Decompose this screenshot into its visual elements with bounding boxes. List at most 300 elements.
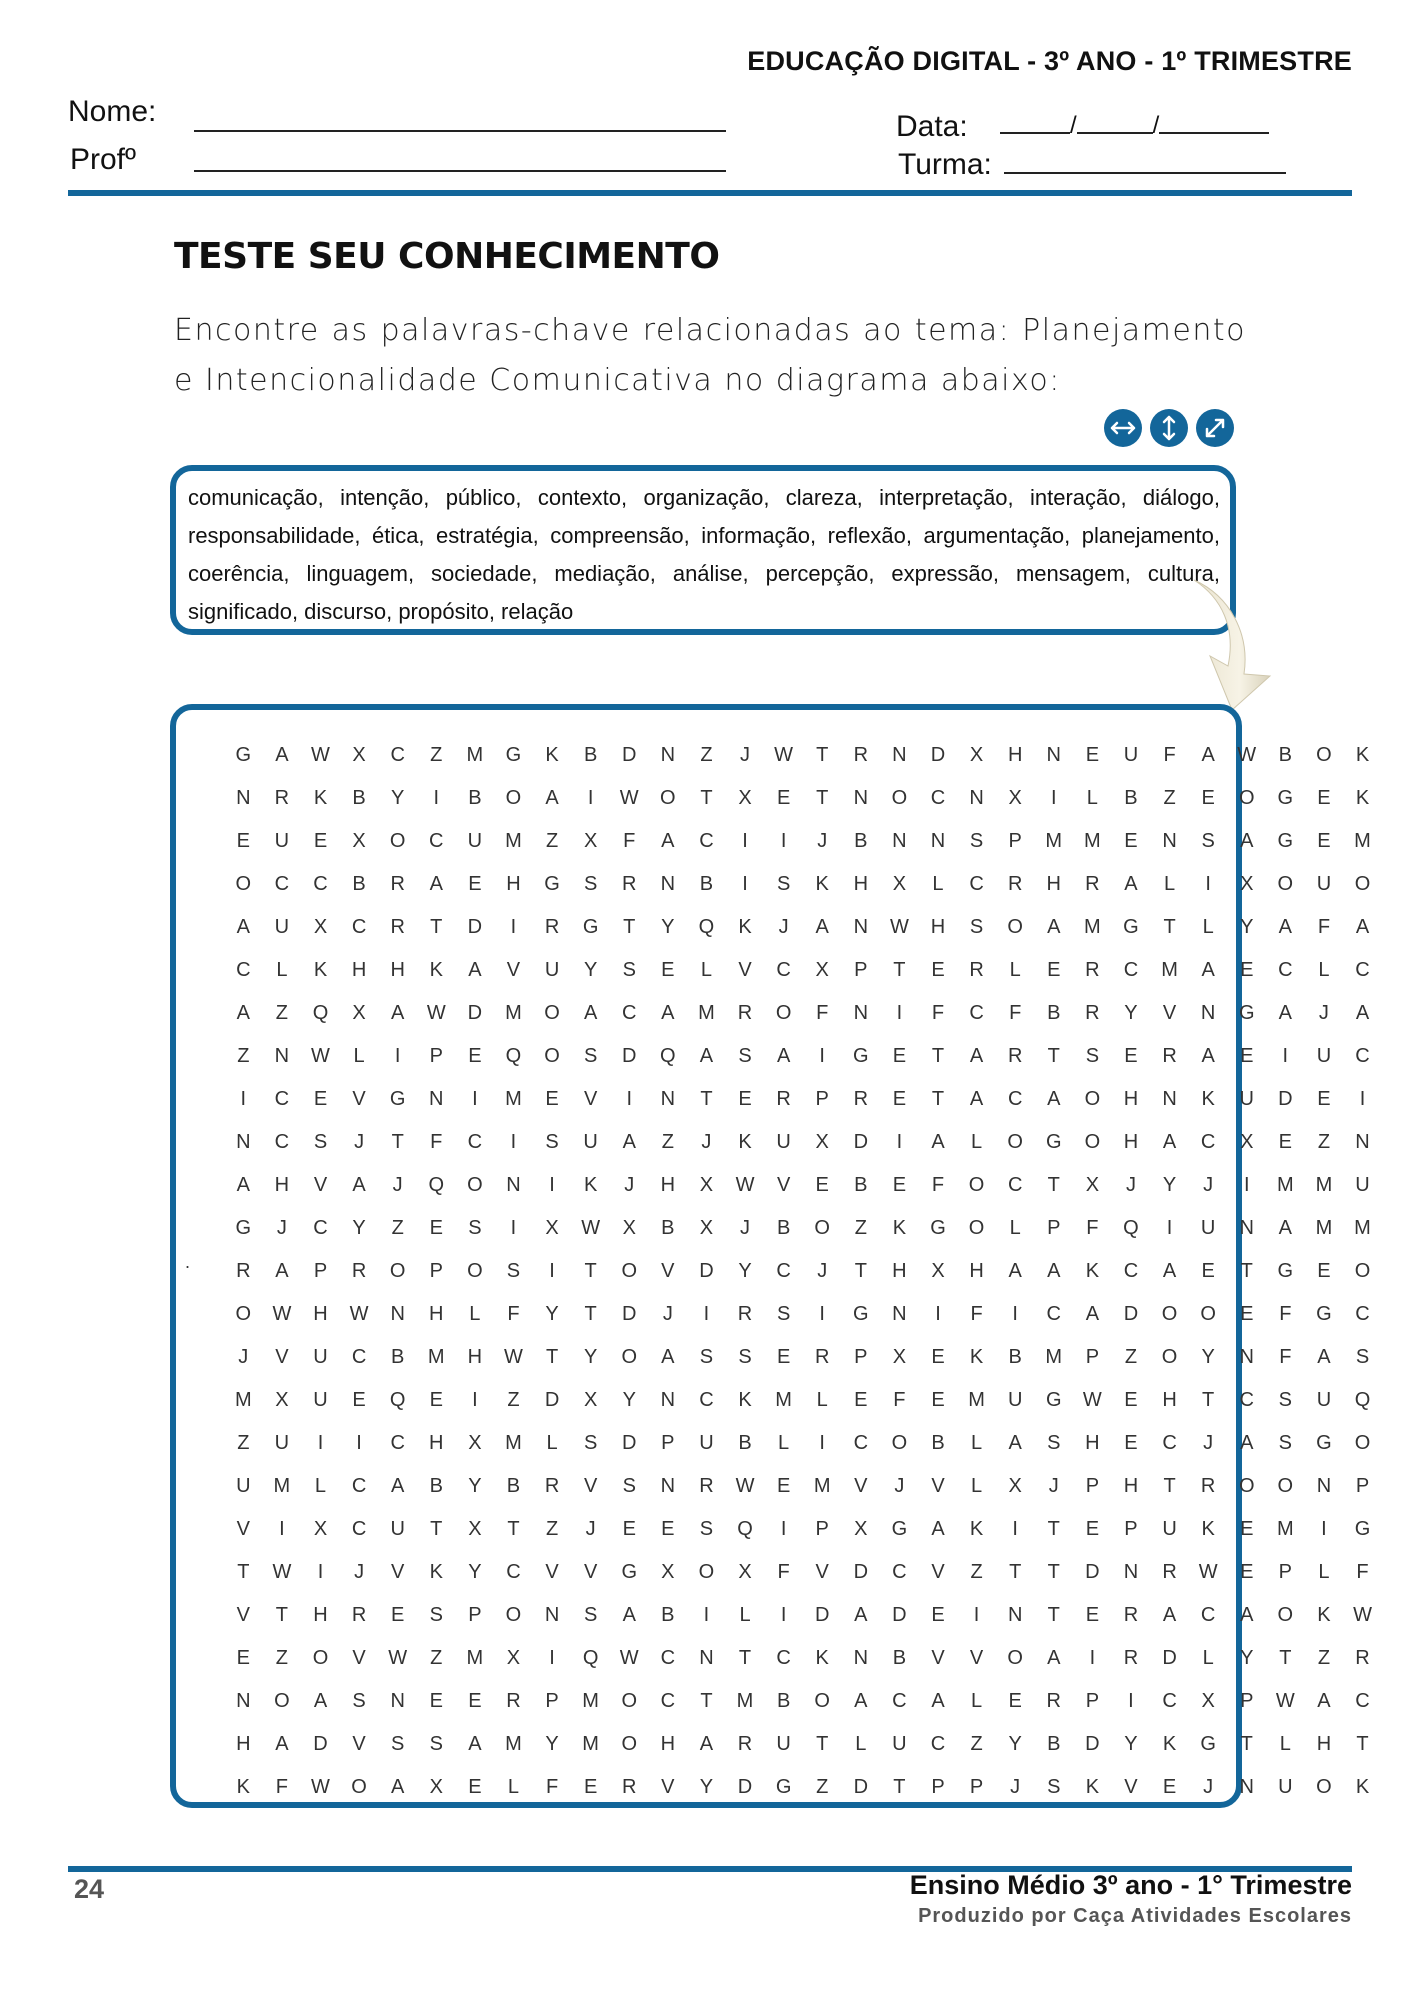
grid-cell[interactable]: A [1085, 1303, 1100, 1325]
grid-cell[interactable]: O [1200, 1303, 1216, 1325]
grid-cell[interactable]: C [776, 1260, 791, 1282]
grid-cell[interactable]: K [892, 1217, 907, 1239]
grid-cell[interactable]: T [430, 916, 443, 938]
grid-cell[interactable]: N [1007, 1604, 1023, 1626]
grid-cell[interactable]: S [1201, 830, 1215, 852]
grid-cell[interactable]: W [1082, 1389, 1102, 1411]
grid-cell[interactable]: A [1317, 1690, 1331, 1712]
grid-cell[interactable]: T [1009, 1561, 1022, 1583]
grid-cell[interactable]: A [969, 1088, 984, 1110]
grid-cell[interactable]: T [1240, 1260, 1253, 1282]
grid-cell[interactable]: V [931, 1561, 945, 1583]
grid-cell[interactable]: L [1086, 787, 1098, 809]
grid-cell[interactable]: Z [237, 1432, 250, 1454]
grid-cell[interactable]: H [660, 1733, 676, 1755]
grid-cell[interactable]: N [660, 1475, 676, 1497]
grid-cell[interactable]: E [1047, 959, 1061, 981]
grid-cell[interactable]: V [1162, 1002, 1177, 1024]
grid-cell[interactable]: M [505, 1088, 522, 1110]
grid-cell[interactable]: J [354, 1561, 365, 1583]
grid-cell[interactable]: U [274, 1432, 290, 1454]
grid-cell[interactable]: C [1355, 1690, 1370, 1712]
grid-cell[interactable]: R [776, 1088, 791, 1110]
grid-cell[interactable]: R [1355, 1647, 1370, 1669]
grid-cell[interactable]: I [510, 916, 517, 938]
grid-cell[interactable]: U [1316, 873, 1332, 895]
grid-cell[interactable]: E [1124, 1389, 1138, 1411]
grid-cell[interactable]: O [1354, 1260, 1371, 1282]
grid-cell[interactable]: Q [582, 1647, 599, 1669]
grid-cell[interactable]: X [468, 1518, 482, 1540]
grid-cell[interactable]: B [391, 1346, 405, 1368]
grid-cell[interactable]: E [1240, 959, 1254, 981]
grid-cell[interactable]: D [313, 1733, 328, 1755]
grid-cell[interactable]: O [1007, 1647, 1023, 1669]
grid-cell[interactable]: E [1278, 1131, 1292, 1153]
grid-cell[interactable]: A [236, 1174, 250, 1196]
grid-cell[interactable]: N [660, 1088, 676, 1110]
grid-cell[interactable]: D [737, 1776, 753, 1798]
grid-cell[interactable]: Y [661, 916, 675, 938]
grid-cell[interactable]: C [1162, 1432, 1177, 1454]
grid-cell[interactable]: F [430, 1131, 443, 1153]
grid-cell[interactable]: L [971, 1475, 983, 1497]
grid-cell[interactable]: P [468, 1604, 482, 1626]
grid-cell[interactable]: C [969, 873, 984, 895]
grid-cell[interactable]: T [1202, 1389, 1215, 1411]
grid-cell[interactable]: D [544, 1389, 560, 1411]
grid-cell[interactable]: F [816, 1002, 829, 1024]
grid-cell[interactable]: I [819, 1432, 825, 1454]
grid-cell[interactable]: L [507, 1776, 520, 1798]
grid-cell[interactable]: C [660, 1690, 676, 1712]
grid-cell[interactable]: B [892, 1647, 907, 1669]
grid-cell[interactable]: A [699, 1045, 714, 1067]
grid-cell[interactable]: K [1201, 1518, 1215, 1540]
grid-cell[interactable]: T [623, 916, 636, 938]
grid-cell[interactable]: Y [1008, 1733, 1022, 1755]
grid-cell[interactable]: H [853, 873, 869, 895]
grid-cell[interactable]: E [391, 1604, 405, 1626]
grid-cell[interactable]: S [1085, 1045, 1100, 1067]
grid-cell[interactable]: T [700, 1690, 713, 1712]
grid-cell[interactable]: C [274, 1131, 290, 1153]
grid-cell[interactable]: H [467, 1346, 483, 1368]
grid-cell[interactable]: R [814, 1346, 830, 1368]
grid-cell[interactable]: P [1085, 1475, 1100, 1497]
grid-cell[interactable]: C [969, 1002, 984, 1024]
grid-cell[interactable]: I [472, 1389, 478, 1411]
grid-cell[interactable]: A [661, 1002, 675, 1024]
grid-cell[interactable]: U [892, 1733, 907, 1755]
grid-cell[interactable]: I [1012, 1518, 1018, 1540]
grid-cell[interactable]: L [1202, 1647, 1214, 1669]
grid-cell[interactable]: X [352, 830, 366, 852]
grid-cell[interactable]: C [699, 1389, 714, 1411]
grid-cell[interactable]: M [505, 1432, 522, 1454]
grid-cell[interactable]: N [236, 1690, 251, 1712]
grid-cell[interactable]: W [1353, 1604, 1372, 1626]
grid-cell[interactable]: E [1124, 830, 1138, 852]
grid-cell[interactable]: S [352, 1690, 366, 1712]
grid-cell[interactable]: K [1317, 1604, 1331, 1626]
grid-cell[interactable]: F [893, 1389, 906, 1411]
grid-cell[interactable]: O [312, 1647, 329, 1669]
grid-cell[interactable]: S [776, 873, 791, 895]
grid-cell[interactable]: O [467, 1174, 483, 1196]
grid-cell[interactable]: F [777, 1561, 790, 1583]
grid-cell[interactable]: M [1354, 1217, 1371, 1239]
grid-cell[interactable]: W [272, 1561, 292, 1583]
grid-cell[interactable]: A [545, 787, 559, 809]
grid-cell[interactable]: K [1201, 1088, 1215, 1110]
grid-cell[interactable]: P [815, 1088, 829, 1110]
grid-cell[interactable]: H [274, 1174, 290, 1196]
grid-cell[interactable]: B [931, 1432, 945, 1454]
grid-cell[interactable]: I [510, 1131, 517, 1153]
grid-cell[interactable]: V [583, 1475, 598, 1497]
grid-cell[interactable]: E [1317, 787, 1331, 809]
grid-cell[interactable]: I [703, 1303, 710, 1325]
grid-cell[interactable]: W [426, 1002, 446, 1024]
grid-cell[interactable]: D [699, 1260, 714, 1282]
grid-cell[interactable]: A [391, 1002, 405, 1024]
grid-cell[interactable]: X [815, 959, 829, 981]
grid-cell[interactable]: N [699, 1647, 714, 1669]
grid-cell[interactable]: L [971, 1690, 983, 1712]
grid-cell[interactable]: R [506, 1690, 521, 1712]
grid-cell[interactable]: L [469, 1303, 481, 1325]
grid-cell[interactable]: T [1163, 1475, 1176, 1497]
grid-cell[interactable]: S [429, 1733, 443, 1755]
grid-cell[interactable]: R [737, 1733, 753, 1755]
grid-cell[interactable]: E [854, 1389, 868, 1411]
grid-cell[interactable]: C [274, 873, 290, 895]
grid-cell[interactable]: T [1047, 1604, 1060, 1626]
grid-cell[interactable]: P [429, 1260, 443, 1282]
grid-cell[interactable]: N [1355, 1131, 1370, 1153]
grid-cell[interactable]: U [544, 959, 560, 981]
grid-cell[interactable]: V [815, 1561, 829, 1583]
grid-cell[interactable]: D [1085, 1561, 1100, 1583]
grid-cell[interactable]: O [1161, 1346, 1178, 1368]
grid-cell[interactable]: V [1124, 1776, 1138, 1798]
grid-cell[interactable]: Z [545, 1518, 559, 1540]
grid-cell[interactable]: A [1047, 1260, 1061, 1282]
grid-cell[interactable]: K [1162, 1733, 1177, 1755]
grid-cell[interactable]: A [1047, 1647, 1061, 1669]
grid-cell[interactable]: C [351, 1346, 367, 1368]
grid-cell[interactable]: E [1085, 1518, 1100, 1540]
grid-cell[interactable]: C [930, 1733, 946, 1755]
grid-cell[interactable]: R [1085, 873, 1100, 895]
grid-cell[interactable]: Q [737, 1518, 753, 1540]
grid-cell[interactable]: Z [854, 1217, 867, 1239]
grid-cell[interactable]: M [234, 1389, 252, 1411]
grid-cell[interactable]: J [392, 1174, 403, 1196]
grid-cell[interactable]: C [429, 830, 444, 852]
grid-cell[interactable]: D [467, 1002, 483, 1024]
grid-cell[interactable]: B [1008, 1346, 1022, 1368]
grid-cell[interactable]: O [1161, 1303, 1178, 1325]
grid-cell[interactable]: I [1282, 1045, 1289, 1067]
grid-cell[interactable]: M [1315, 1217, 1333, 1239]
grid-cell[interactable]: Y [391, 787, 405, 809]
grid-cell[interactable]: Z [1124, 1346, 1138, 1368]
grid-cell[interactable]: D [467, 916, 483, 938]
grid-cell[interactable]: B [1047, 1733, 1061, 1755]
grid-cell[interactable]: C [1355, 1303, 1370, 1325]
grid-cell[interactable]: X [1240, 873, 1254, 895]
grid-cell[interactable]: G [621, 1561, 638, 1583]
grid-cell[interactable]: T [893, 1776, 906, 1798]
grid-cell[interactable]: Y [738, 1260, 752, 1282]
grid-cell[interactable]: K [429, 1561, 443, 1583]
class-field-line[interactable] [1004, 172, 1286, 174]
grid-cell[interactable]: Z [1317, 1131, 1331, 1153]
grid-cell[interactable]: A [1240, 1604, 1254, 1626]
grid-cell[interactable]: O [505, 1604, 522, 1626]
grid-cell[interactable]: U [583, 1131, 598, 1153]
grid-cell[interactable]: U [1007, 1389, 1023, 1411]
grid-cell[interactable]: R [853, 744, 869, 766]
grid-cell[interactable]: S [969, 916, 984, 938]
grid-cell[interactable]: R [1007, 873, 1023, 895]
grid-cell[interactable]: O [544, 1045, 560, 1067]
grid-cell[interactable]: A [313, 1690, 328, 1712]
grid-cell[interactable]: I [819, 1303, 825, 1325]
grid-cell[interactable]: D [1085, 1733, 1100, 1755]
grid-cell[interactable]: O [1354, 1432, 1371, 1454]
grid-cell[interactable]: X [931, 1260, 945, 1282]
grid-cell[interactable]: M [273, 1475, 291, 1497]
grid-cell[interactable]: N [853, 1647, 869, 1669]
grid-cell[interactable]: M [813, 1475, 831, 1497]
grid-cell[interactable]: J [1203, 1776, 1214, 1798]
grid-cell[interactable]: L [1318, 1561, 1330, 1583]
grid-cell[interactable]: Y [468, 1561, 482, 1583]
grid-cell[interactable]: O [621, 1260, 638, 1282]
grid-cell[interactable]: E [815, 1174, 829, 1196]
grid-cell[interactable]: S [1047, 1776, 1061, 1798]
grid-cell[interactable]: P [1124, 1518, 1138, 1540]
grid-cell[interactable]: N [1239, 1346, 1254, 1368]
grid-cell[interactable]: C [1123, 959, 1139, 981]
grid-cell[interactable]: K [1355, 1776, 1370, 1798]
grid-cell[interactable]: L [314, 1475, 327, 1497]
grid-cell[interactable]: J [624, 1174, 635, 1196]
grid-cell[interactable]: H [1123, 1131, 1139, 1153]
grid-cell[interactable]: Y [1124, 1002, 1138, 1024]
grid-cell[interactable]: V [931, 1475, 945, 1497]
grid-cell[interactable]: T [1356, 1733, 1369, 1755]
grid-cell[interactable]: X [738, 787, 752, 809]
grid-cell[interactable]: I [1205, 873, 1211, 895]
grid-cell[interactable]: R [1085, 959, 1100, 981]
grid-cell[interactable]: E [1085, 1604, 1100, 1626]
grid-cell[interactable]: J [1125, 1174, 1136, 1196]
grid-cell[interactable]: G [853, 1303, 869, 1325]
grid-cell[interactable]: B [352, 787, 366, 809]
grid-cell[interactable]: Z [661, 1131, 674, 1153]
grid-cell[interactable]: Q [389, 1389, 406, 1411]
grid-cell[interactable]: E [1317, 830, 1331, 852]
grid-cell[interactable]: L [1279, 1733, 1291, 1755]
grid-cell[interactable]: X [699, 1217, 714, 1239]
grid-cell[interactable]: X [313, 916, 328, 938]
grid-cell[interactable]: K [815, 873, 829, 895]
grid-cell[interactable]: E [1240, 1303, 1254, 1325]
grid-cell[interactable]: N [930, 830, 946, 852]
grid-cell[interactable]: I [1089, 1647, 1096, 1669]
grid-cell[interactable]: T [1047, 1518, 1060, 1540]
grid-cell[interactable]: M [775, 1389, 792, 1411]
grid-cell[interactable]: X [1008, 1475, 1022, 1497]
grid-cell[interactable]: Y [699, 1776, 714, 1798]
grid-cell[interactable]: S [583, 873, 598, 895]
grid-cell[interactable]: N [892, 744, 907, 766]
grid-cell[interactable]: E [1317, 1260, 1331, 1282]
grid-cell[interactable]: L [546, 1432, 558, 1454]
grid-cell[interactable]: A [1201, 744, 1215, 766]
grid-cell[interactable]: E [545, 1088, 559, 1110]
grid-cell[interactable]: G [389, 1088, 406, 1110]
grid-cell[interactable]: V [738, 959, 752, 981]
grid-cell[interactable]: C [1200, 1604, 1216, 1626]
grid-cell[interactable]: O [891, 1432, 908, 1454]
grid-cell[interactable]: J [740, 1217, 751, 1239]
grid-cell[interactable]: J [238, 1346, 249, 1368]
grid-cell[interactable]: T [700, 1088, 713, 1110]
grid-cell[interactable]: N [1239, 1776, 1254, 1798]
grid-cell[interactable]: R [622, 1776, 637, 1798]
grid-cell[interactable]: X [468, 1432, 482, 1454]
grid-cell[interactable]: L [1202, 916, 1214, 938]
grid-cell[interactable]: Z [507, 1389, 520, 1411]
grid-cell[interactable]: R [622, 873, 637, 895]
grid-cell[interactable]: O [389, 1260, 406, 1282]
grid-cell[interactable]: O [351, 1776, 367, 1798]
grid-cell[interactable]: O [235, 873, 252, 895]
grid-cell[interactable]: I [1243, 1174, 1250, 1196]
grid-cell[interactable]: M [968, 1389, 985, 1411]
grid-cell[interactable]: A [815, 916, 829, 938]
grid-cell[interactable]: T [430, 1518, 443, 1540]
grid-cell[interactable]: E [1240, 1045, 1254, 1067]
grid-cell[interactable]: U [776, 1131, 791, 1153]
grid-cell[interactable]: J [740, 744, 751, 766]
grid-cell[interactable]: A [391, 1776, 405, 1798]
grid-cell[interactable]: W [619, 1647, 639, 1669]
grid-cell[interactable]: I [780, 1518, 787, 1540]
grid-cell[interactable]: U [1123, 744, 1139, 766]
grid-cell[interactable]: W [311, 1776, 330, 1798]
grid-cell[interactable]: S [313, 1131, 328, 1153]
grid-cell[interactable]: B [429, 1475, 443, 1497]
grid-cell[interactable]: O [1277, 1604, 1294, 1626]
grid-cell[interactable]: C [351, 1518, 367, 1540]
grid-cell[interactable]: Z [970, 1561, 983, 1583]
grid-cell[interactable]: W [581, 1217, 601, 1239]
grid-cell[interactable]: E [776, 787, 791, 809]
grid-cell[interactable]: A [275, 744, 289, 766]
grid-cell[interactable]: H [1085, 1432, 1100, 1454]
grid-cell[interactable]: U [467, 830, 483, 852]
grid-cell[interactable]: A [661, 830, 675, 852]
grid-cell[interactable]: T [931, 1045, 945, 1067]
grid-cell[interactable]: T [584, 1260, 597, 1282]
grid-cell[interactable]: P [429, 1045, 443, 1067]
grid-cell[interactable]: M [1354, 830, 1371, 852]
teacher-field-line[interactable] [194, 170, 726, 172]
grid-cell[interactable]: O [1277, 1475, 1294, 1497]
grid-cell[interactable]: P [1085, 1346, 1100, 1368]
grid-cell[interactable]: O [775, 1002, 792, 1024]
grid-cell[interactable]: S [738, 1346, 752, 1368]
grid-cell[interactable]: W [619, 787, 639, 809]
grid-cell[interactable]: R [1162, 1561, 1177, 1583]
grid-cell[interactable]: H [313, 1303, 328, 1325]
grid-cell[interactable]: U [776, 1733, 791, 1755]
grid-cell[interactable]: E [776, 1346, 791, 1368]
grid-cell[interactable]: E [1008, 1690, 1022, 1712]
grid-cell[interactable]: T [1047, 1174, 1060, 1196]
grid-cell[interactable]: T [1047, 1561, 1060, 1583]
grid-cell[interactable]: Z [1317, 1647, 1331, 1669]
grid-cell[interactable]: O [1277, 873, 1294, 895]
grid-cell[interactable]: V [854, 1475, 868, 1497]
grid-cell[interactable]: E [583, 1776, 598, 1798]
grid-cell[interactable]: R [274, 787, 290, 809]
grid-cell[interactable]: U [390, 1518, 405, 1540]
grid-cell[interactable]: S [1355, 1346, 1370, 1368]
grid-cell[interactable]: K [236, 1776, 250, 1798]
grid-cell[interactable]: X [661, 1561, 675, 1583]
grid-cell[interactable]: O [505, 787, 522, 809]
grid-cell[interactable]: Q [698, 916, 715, 938]
grid-cell[interactable]: V [969, 1647, 984, 1669]
grid-cell[interactable]: N [236, 787, 251, 809]
grid-cell[interactable]: V [275, 1346, 289, 1368]
grid-cell[interactable]: G [235, 744, 252, 766]
grid-cell[interactable]: G [1238, 1002, 1255, 1024]
grid-cell[interactable]: K [738, 1389, 752, 1411]
grid-cell[interactable]: T [1279, 1647, 1292, 1669]
grid-cell[interactable]: C [776, 1647, 791, 1669]
grid-cell[interactable]: J [1203, 1432, 1214, 1454]
grid-cell[interactable]: M [427, 1346, 445, 1368]
grid-cell[interactable]: E [1317, 1088, 1331, 1110]
grid-cell[interactable]: I [472, 1088, 478, 1110]
grid-cell[interactable]: R [390, 916, 405, 938]
grid-cell[interactable]: O [968, 1174, 985, 1196]
grid-cell[interactable]: Y [1124, 1733, 1138, 1755]
grid-cell[interactable]: N [1200, 1002, 1216, 1024]
grid-cell[interactable]: L [353, 1045, 365, 1067]
grid-cell[interactable]: O [544, 1002, 560, 1024]
grid-cell[interactable]: C [274, 1088, 290, 1110]
grid-cell[interactable]: X [622, 1217, 636, 1239]
grid-cell[interactable]: D [853, 1131, 869, 1153]
grid-cell[interactable]: E [1124, 1432, 1138, 1454]
grid-cell[interactable]: D [622, 1432, 637, 1454]
grid-cell[interactable]: S [583, 1045, 598, 1067]
grid-cell[interactable]: J [585, 1518, 596, 1540]
grid-cell[interactable]: N [274, 1045, 290, 1067]
grid-cell[interactable]: H [236, 1733, 251, 1755]
grid-cell[interactable]: I [896, 1002, 903, 1024]
grid-cell[interactable]: C [699, 830, 714, 852]
